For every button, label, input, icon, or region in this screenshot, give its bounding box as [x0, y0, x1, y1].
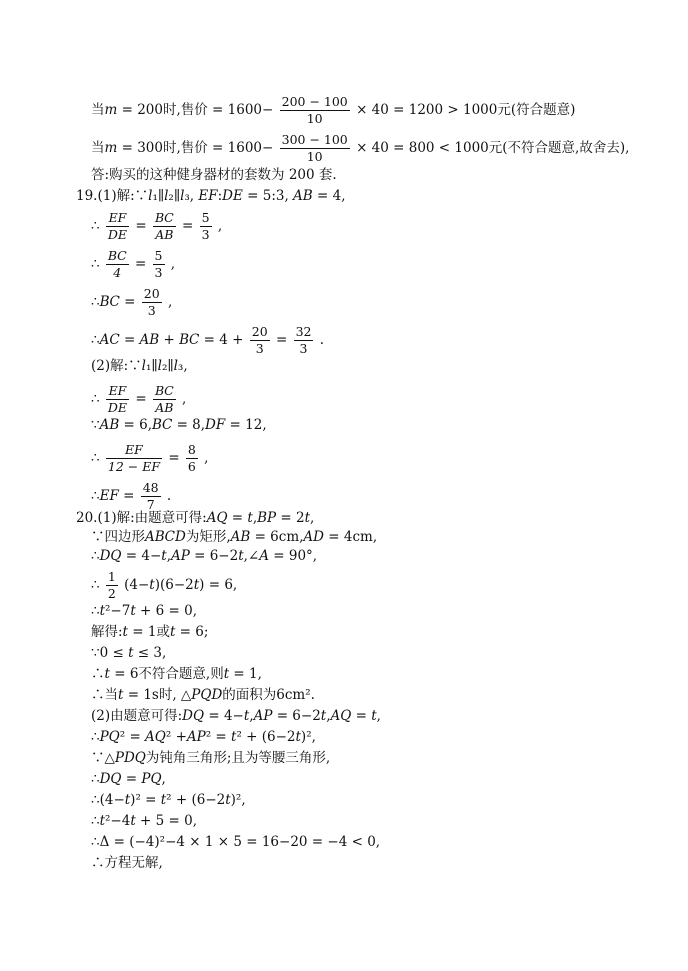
- rectangle-given-line: ∵四边形𝐴𝐵𝐶𝐷为矩形,𝐴𝐵 = 6cm,𝐴𝐷 = 4cm,: [91, 529, 378, 545]
- dq-equals-pq-line: ∴𝐷𝑄 = 𝑃𝑄,: [91, 771, 166, 787]
- comma: ,: [170, 256, 176, 272]
- therefore-symbol: ∴: [91, 256, 100, 272]
- fraction-denominator: 𝐴𝐵: [155, 227, 174, 242]
- price-300-suffix: × 40 = 800 < 1000元(不符合题意,故舍去),: [356, 140, 630, 156]
- comma: ,: [167, 294, 173, 310]
- fraction-denominator: 2: [107, 586, 116, 601]
- fraction-ef-de: [106, 383, 129, 416]
- fraction-denominator: 3: [201, 227, 210, 242]
- quadratic-line-1: ∴𝑡²−7𝑡 + 6 = 0,: [91, 603, 198, 619]
- price-200-prefix: 当𝑚 = 200时,售价 = 1600−: [91, 102, 274, 118]
- fraction-20-3: [142, 286, 162, 319]
- conclusion-line-1: ∴当𝑡 = 1s时, △𝑃𝑄𝐷的面积为6cm².: [91, 687, 315, 703]
- problem-19-part-2-header: (2)解:∵𝑙₁∥𝑙₂∥𝑙₃,: [91, 358, 188, 374]
- no-solution-line: ∴方程无解,: [91, 855, 163, 871]
- fraction-denominator: 10: [306, 111, 323, 126]
- squared-equation-line: ∴(4−𝑡)² = 𝑡² + (6−2𝑡)²,: [91, 792, 246, 808]
- fraction-ef-12-minus-ef: [106, 442, 162, 475]
- fraction-numerator: 𝐵𝐶: [107, 248, 127, 263]
- fraction-numerator: 5: [201, 210, 210, 225]
- ratio-line-4: [91, 442, 208, 475]
- fraction-denominator: 4: [113, 265, 122, 280]
- fraction-denominator: 10: [306, 149, 323, 164]
- isosceles-line: ∵△𝑃𝐷𝑄为钝角三角形;且为等腰三角形,: [91, 750, 331, 766]
- fraction-20-3: [250, 324, 270, 357]
- therefore-symbol: ∴: [91, 391, 100, 407]
- fraction-numerator: 5: [154, 248, 163, 263]
- area-equation-line: [91, 569, 237, 602]
- fraction-1-2: [106, 569, 118, 602]
- ratio-line-2: [91, 248, 175, 281]
- reject-line: ∴𝑡 = 6不符合题意,则𝑡 = 1,: [91, 666, 262, 682]
- fraction-numerator: 1: [107, 569, 116, 584]
- fraction-bc-ab: [153, 210, 176, 243]
- fraction-numerator: 𝐸𝐹: [106, 383, 129, 400]
- fraction-denominator: 3: [299, 341, 308, 356]
- equals-sign: =: [135, 218, 147, 234]
- fraction-denominator: 6: [187, 459, 196, 474]
- equals-sign: =: [182, 218, 194, 234]
- fraction-denominator: 3: [147, 303, 156, 318]
- equals-sign: =: [168, 450, 180, 466]
- problem-19-part-1-header: 19.(1)解:∵𝑙₁∥𝑙₂∥𝑙₃, 𝐸𝐹:𝐷𝐸 = 5:3, 𝐴𝐵 = 4,: [76, 188, 346, 204]
- comma: ,: [204, 450, 209, 466]
- fraction-denominator: 12 − 𝐸𝐹: [107, 459, 161, 474]
- fraction-5-3: [200, 210, 212, 243]
- therefore-symbol: ∴: [91, 218, 100, 234]
- fraction-denominator: 3: [255, 341, 264, 356]
- fraction-numerator: 200 − 100: [281, 94, 348, 109]
- fraction-5-3: [153, 248, 165, 281]
- equals-sign: =: [134, 256, 147, 272]
- therefore-symbol: ∴: [91, 450, 100, 466]
- period: .: [166, 488, 172, 504]
- answer-line: 答:购买的这种健身器材的套数为 200 套.: [91, 167, 337, 183]
- given-values-line: ∵𝐴𝐵 = 6,𝐵𝐶 = 8,𝐷𝐹 = 12,: [91, 417, 267, 433]
- fraction-denominator: 𝐷𝐸: [107, 227, 128, 242]
- price-300-fraction: [280, 132, 350, 165]
- fraction-numerator: 20: [251, 324, 268, 339]
- quadratic-line-2: ∴𝑡²−4𝑡 + 5 = 0,: [91, 813, 198, 829]
- fraction-denominator: 𝐴𝐵: [155, 400, 174, 415]
- fraction-denominator: 7: [146, 497, 155, 512]
- solution-line-price-300: [91, 132, 629, 165]
- price-300-prefix: 当𝑚 = 300时,售价 = 1600−: [91, 140, 274, 156]
- fraction-numerator: 8: [187, 442, 196, 457]
- problem-20-part-1-header: 20.(1)解:由题意可得:𝐴𝑄 = 𝑡,𝐵𝑃 = 2𝑡,: [76, 510, 315, 526]
- ef-prefix: ∴𝐸𝐹 =: [91, 488, 135, 504]
- comma: ,: [217, 218, 223, 234]
- ratio-line-3: [91, 383, 186, 416]
- solution-line-price-200: [91, 94, 575, 127]
- solution-line: 解得:𝑡 = 1或𝑡 = 6;: [91, 624, 209, 640]
- fraction-8-6: [186, 442, 198, 475]
- fraction-bc-ab: [153, 383, 176, 416]
- discriminant-line: ∴Δ = (−4)²−4 × 1 × 5 = 16−20 = −4 < 0,: [91, 834, 381, 850]
- fraction-numerator: 𝐵𝐶: [154, 210, 174, 225]
- bc-prefix: ∴𝐵𝐶 =: [91, 294, 136, 310]
- fraction-denominator: 3: [154, 265, 163, 280]
- equals-sign: =: [275, 332, 288, 348]
- ac-prefix: ∴𝐴𝐶 = 𝐴𝐵 + 𝐵𝐶 = 4 +: [91, 332, 244, 348]
- fraction-numerator: 𝐸𝐹: [106, 210, 129, 227]
- fraction-ef-de: [106, 210, 129, 243]
- price-200-fraction: [280, 94, 350, 127]
- problem-20-part-2-header: (2)由题意可得:𝐷𝑄 = 4−𝑡,𝐴𝑃 = 6−2𝑡,𝐴𝑄 = 𝑡,: [91, 708, 381, 724]
- fraction-numerator: 32: [295, 324, 312, 339]
- fraction-numerator: 300 − 100: [281, 132, 348, 147]
- price-200-suffix: × 40 = 1200 > 1000元(符合题意): [356, 102, 576, 118]
- ratio-line-1: [91, 210, 222, 243]
- range-line: ∵0 ≤ 𝑡 ≤ 3,: [91, 645, 167, 661]
- ac-value-line: [91, 324, 324, 357]
- therefore-symbol: ∴: [91, 577, 100, 593]
- comma: ,: [182, 391, 187, 407]
- fraction-bc-4: [106, 248, 129, 281]
- equals-sign: =: [135, 391, 147, 407]
- fraction-numerator: 20: [143, 286, 160, 301]
- bc-value-line: [91, 286, 172, 319]
- area-equation-rest: (4−𝑡)(6−2𝑡) = 6,: [124, 577, 238, 593]
- dq-ap-line: ∴𝐷𝑄 = 4−𝑡,𝐴𝑃 = 6−2𝑡,∠𝐴 = 90°,: [91, 548, 318, 564]
- fraction-numerator: 𝐸𝐹: [106, 442, 162, 459]
- fraction-32-3: [294, 324, 314, 357]
- pythagoras-line: ∴𝑃𝑄² = 𝐴𝑄² +𝐴𝑃² = 𝑡² + (6−2𝑡)²,: [91, 729, 316, 745]
- fraction-numerator: 𝐵𝐶: [154, 383, 174, 398]
- fraction-denominator: 𝐷𝐸: [107, 400, 128, 415]
- fraction-numerator: 48: [142, 480, 159, 495]
- period: .: [319, 332, 325, 348]
